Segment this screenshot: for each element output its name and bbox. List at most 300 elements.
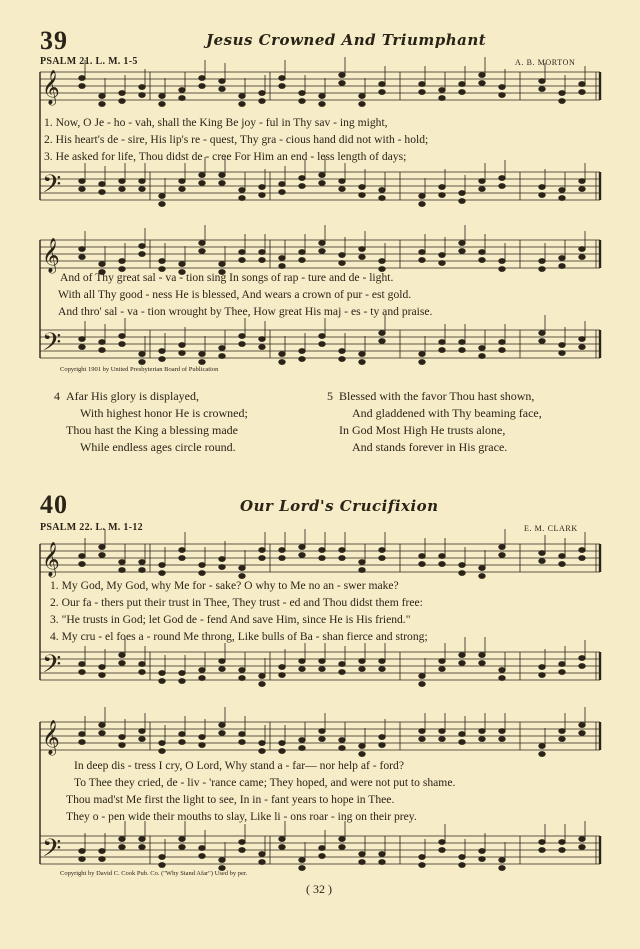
note-head (199, 854, 205, 859)
note-head (139, 187, 145, 192)
note-head (199, 241, 205, 246)
note-head (79, 337, 85, 342)
note-head (479, 187, 485, 192)
hymn-title: Jesus Crowned And Triumphant (206, 31, 487, 49)
note-head (159, 259, 165, 264)
note-head (79, 345, 85, 350)
note-head (279, 548, 285, 553)
note-head (219, 87, 225, 92)
note-head (279, 665, 285, 670)
note-head (319, 737, 325, 742)
note-head (259, 337, 265, 342)
note-head (219, 346, 225, 351)
note-head (559, 99, 565, 104)
verse-line: 3. He asked for life, Thou didst de - cree For Him an end - less length of days; (44, 150, 407, 163)
note-head (479, 179, 485, 184)
note-head (99, 723, 105, 728)
note-head (379, 548, 385, 553)
note-head (339, 261, 345, 266)
note-head (79, 740, 85, 745)
note-head (319, 854, 325, 859)
note-head (339, 253, 345, 258)
composer: E. M. CLARK (524, 524, 578, 533)
note-head (299, 553, 305, 558)
note-head (79, 84, 85, 89)
note-head (419, 90, 425, 95)
note-head (539, 559, 545, 564)
note-head (439, 348, 445, 353)
note-head (559, 196, 565, 201)
note-head (79, 849, 85, 854)
note-head (539, 331, 545, 336)
clef-icon: 𝄞 (42, 542, 60, 577)
composer: A. B. MORTON (515, 58, 576, 67)
note-head (579, 187, 585, 192)
note-head (339, 670, 345, 675)
note-head (359, 247, 365, 252)
note-head (459, 653, 465, 658)
note-head (539, 840, 545, 845)
note-head (339, 548, 345, 553)
note-head (139, 179, 145, 184)
note-head (139, 93, 145, 98)
note-head (499, 259, 505, 264)
note-head (79, 76, 85, 81)
note-head (279, 837, 285, 842)
stanza-number: 4 (54, 389, 60, 403)
note-head (259, 674, 265, 679)
note-head (499, 340, 505, 345)
note-head (319, 659, 325, 664)
note-head (539, 185, 545, 190)
note-head (79, 857, 85, 862)
note-head (379, 743, 385, 748)
note-head (159, 194, 165, 199)
note-head (439, 667, 445, 672)
note-head (479, 346, 485, 351)
note-head (299, 250, 305, 255)
note-head (479, 574, 485, 579)
note-head (139, 360, 145, 365)
note-head (359, 352, 365, 357)
stanza-line: And gladdened with Thy beaming face, (352, 406, 542, 420)
note-head (119, 735, 125, 740)
note-head (319, 173, 325, 178)
note-head (359, 193, 365, 198)
note-head (299, 659, 305, 664)
note-head (179, 548, 185, 553)
note-head (219, 565, 225, 570)
note-head (559, 662, 565, 667)
verse-line: 1. My God, My God, why Me for - sake? O why to Me no an - swer make? (50, 579, 399, 592)
note-head (339, 837, 345, 842)
note-head (179, 679, 185, 684)
note-head (259, 185, 265, 190)
note-head (79, 662, 85, 667)
note-head (219, 659, 225, 664)
note-head (379, 659, 385, 664)
note-head (119, 568, 125, 573)
note-head (339, 73, 345, 78)
note-head (419, 562, 425, 567)
note-head (159, 741, 165, 746)
note-head (499, 729, 505, 734)
note-head (499, 737, 505, 742)
note-head (499, 866, 505, 871)
note-head (199, 84, 205, 89)
note-head (439, 562, 445, 567)
note-head (139, 737, 145, 742)
note-head (199, 563, 205, 568)
note-head (579, 845, 585, 850)
note-head (439, 340, 445, 345)
note-head (379, 852, 385, 857)
clef-icon: 𝄢 (42, 650, 62, 685)
clef-icon: 𝄢 (42, 170, 62, 205)
note-head (159, 202, 165, 207)
note-head (319, 249, 325, 254)
note-head (259, 852, 265, 857)
stanza-line: In God Most High He trusts alone, (339, 423, 506, 437)
note-head (279, 182, 285, 187)
note-head (459, 241, 465, 246)
note-head (219, 667, 225, 672)
note-head (539, 339, 545, 344)
stanza-line: And stands forever in His grace. (352, 440, 508, 454)
note-head (199, 360, 205, 365)
note-head (319, 181, 325, 186)
note-head (319, 102, 325, 107)
note-head (579, 90, 585, 95)
note-head (199, 249, 205, 254)
note-head (499, 668, 505, 673)
note-head (479, 857, 485, 862)
note-head (199, 668, 205, 673)
note-head (199, 743, 205, 748)
note-head (579, 556, 585, 561)
note-head (179, 343, 185, 348)
note-head (459, 340, 465, 345)
note-head (419, 863, 425, 868)
note-head (359, 752, 365, 757)
note-head (139, 568, 145, 573)
note-head (219, 731, 225, 736)
note-head (439, 737, 445, 742)
note-head (239, 94, 245, 99)
note-head (359, 102, 365, 107)
note-head (499, 184, 505, 189)
verse-line: 1. Now, O Je - ho - vah, shall the King Be joy - ful in Thy sav - ing might, (44, 116, 388, 129)
note-head (379, 331, 385, 336)
note-head (439, 185, 445, 190)
note-head (259, 741, 265, 746)
note-head (79, 247, 85, 252)
note-head (499, 545, 505, 550)
note-head (459, 563, 465, 568)
note-head (299, 184, 305, 189)
note-head (159, 749, 165, 754)
note-head (359, 667, 365, 672)
note-head (99, 673, 105, 678)
note-head (419, 360, 425, 365)
note-head (419, 729, 425, 734)
note-head (379, 196, 385, 201)
note-head (239, 250, 245, 255)
note-head (299, 545, 305, 550)
note-head (219, 354, 225, 359)
note-head (379, 90, 385, 95)
clef-icon: 𝄢 (42, 834, 62, 869)
note-head (379, 82, 385, 87)
note-head (299, 866, 305, 871)
note-head (159, 863, 165, 868)
note-head (139, 729, 145, 734)
note-head (339, 179, 345, 184)
note-head (239, 848, 245, 853)
note-head (239, 188, 245, 193)
note-head (419, 674, 425, 679)
note-head (499, 267, 505, 272)
note-head (579, 837, 585, 842)
note-head (339, 662, 345, 667)
note-head (359, 744, 365, 749)
note-head (379, 735, 385, 740)
note-head (99, 190, 105, 195)
note-head (579, 664, 585, 669)
note-head (99, 262, 105, 267)
note-head (259, 193, 265, 198)
note-head (299, 99, 305, 104)
note-head (419, 250, 425, 255)
verse-line: In deep dis - tress I cry, O Lord, Why stand a - far— nor help af - ford? (74, 759, 404, 772)
note-head (99, 857, 105, 862)
note-head (539, 551, 545, 556)
note-head (139, 352, 145, 357)
note-head (419, 194, 425, 199)
note-head (559, 256, 565, 261)
note-head (439, 193, 445, 198)
note-head (99, 102, 105, 107)
hymn-number: 40 (40, 490, 68, 519)
note-head (319, 94, 325, 99)
stanza-line: Thou hast the King a blessing made (66, 423, 238, 437)
psalm-meter: PSALM 22. L. M. 1-12 (40, 522, 143, 533)
note-head (379, 667, 385, 672)
note-head (219, 557, 225, 562)
note-head (479, 849, 485, 854)
note-head (99, 545, 105, 550)
note-head (539, 79, 545, 84)
note-head (559, 562, 565, 567)
note-head (459, 191, 465, 196)
note-head (239, 334, 245, 339)
note-head (479, 250, 485, 255)
note-head (199, 173, 205, 178)
note-head (359, 94, 365, 99)
note-head (159, 357, 165, 362)
verse-line: 2. His heart's de - sire, His lip's re - quest, Thy gra - cious hand did not with - hold; (44, 133, 429, 146)
note-head (259, 682, 265, 687)
note-head (199, 352, 205, 357)
note-head (339, 187, 345, 192)
note-head (439, 96, 445, 101)
note-head (359, 568, 365, 573)
note-head (419, 855, 425, 860)
note-head (239, 732, 245, 737)
note-head (359, 360, 365, 365)
note-head (379, 188, 385, 193)
note-head (119, 179, 125, 184)
verse-line: Thou mad'st Me first the light to see, In in - fant years to hope in Thee. (66, 793, 395, 806)
note-head (279, 256, 285, 261)
note-head (479, 729, 485, 734)
note-head (439, 840, 445, 845)
note-head (459, 82, 465, 87)
stanza-number: 5 (327, 389, 333, 403)
note-head (459, 90, 465, 95)
note-head (479, 81, 485, 86)
note-head (79, 670, 85, 675)
note-head (179, 837, 185, 842)
note-head (119, 837, 125, 842)
note-head (119, 99, 125, 104)
note-head (579, 247, 585, 252)
note-head (339, 746, 345, 751)
note-head (239, 196, 245, 201)
note-head (419, 258, 425, 263)
psalm-meter: PSALM 21. L. M. 1-5 (40, 56, 138, 67)
note-head (499, 858, 505, 863)
copyright: Copyright 1901 by United Presbyterian Board of Publication (60, 366, 219, 373)
note-head (119, 560, 125, 565)
note-head (99, 553, 105, 558)
note-head (319, 334, 325, 339)
note-head (119, 259, 125, 264)
copyright: Copyright by David C. Cook Pub. Co. ("Why Stand Afar") Used by per. (60, 870, 248, 877)
note-head (299, 176, 305, 181)
note-head (579, 345, 585, 350)
note-head (239, 668, 245, 673)
note-head (119, 342, 125, 347)
note-head (159, 671, 165, 676)
note-head (239, 342, 245, 347)
note-head (539, 193, 545, 198)
note-head (119, 187, 125, 192)
note-head (259, 548, 265, 553)
note-head (379, 339, 385, 344)
note-head (199, 676, 205, 681)
note-head (559, 264, 565, 269)
note-head (479, 258, 485, 263)
note-head (279, 845, 285, 850)
note-head (319, 729, 325, 734)
note-head (259, 749, 265, 754)
note-head (279, 556, 285, 561)
note-head (119, 661, 125, 666)
note-head (159, 349, 165, 354)
note-head (259, 345, 265, 350)
note-head (579, 723, 585, 728)
note-head (279, 673, 285, 678)
note-head (539, 848, 545, 853)
note-head (219, 262, 225, 267)
hymn-number: 39 (40, 26, 68, 55)
note-head (579, 548, 585, 553)
note-head (199, 735, 205, 740)
note-head (359, 185, 365, 190)
note-head (99, 849, 105, 854)
note-head (179, 96, 185, 101)
note-head (119, 91, 125, 96)
note-head (459, 348, 465, 353)
note-head (559, 343, 565, 348)
note-head (99, 665, 105, 670)
note-head (479, 566, 485, 571)
note-head (459, 661, 465, 666)
verse-line: 4. My cru - el foes a - round Me throng, Like bulls of Ba - shan fierce and strong; (50, 630, 428, 643)
note-head (539, 673, 545, 678)
note-head (439, 261, 445, 266)
note-head (339, 556, 345, 561)
note-head (379, 259, 385, 264)
note-head (99, 340, 105, 345)
note-head (479, 653, 485, 658)
note-head (199, 181, 205, 186)
note-head (139, 837, 145, 842)
note-head (239, 574, 245, 579)
note-head (459, 855, 465, 860)
hymn-title: Our Lord's Crucifixion (240, 497, 439, 515)
note-head (299, 858, 305, 863)
note-head (499, 85, 505, 90)
note-head (259, 556, 265, 561)
note-head (99, 94, 105, 99)
note-head (239, 258, 245, 263)
note-head (579, 337, 585, 342)
note-head (559, 737, 565, 742)
note-head (339, 738, 345, 743)
note-head (299, 357, 305, 362)
note-head (379, 556, 385, 561)
clef-icon: 𝄞 (42, 70, 60, 105)
note-head (239, 566, 245, 571)
note-head (539, 267, 545, 272)
note-head (99, 182, 105, 187)
clef-icon: 𝄞 (42, 238, 60, 273)
note-head (419, 352, 425, 357)
note-head (339, 349, 345, 354)
note-head (479, 661, 485, 666)
note-head (299, 258, 305, 263)
note-head (419, 554, 425, 559)
note-head (559, 91, 565, 96)
note-head (139, 560, 145, 565)
note-head (219, 79, 225, 84)
stanza-line: With highest honor He is crowned; (80, 406, 248, 420)
note-head (559, 840, 565, 845)
note-head (79, 732, 85, 737)
note-head (159, 102, 165, 107)
note-head (199, 571, 205, 576)
clef-icon: 𝄢 (42, 328, 62, 363)
note-head (199, 846, 205, 851)
note-head (99, 348, 105, 353)
note-head (219, 181, 225, 186)
note-head (559, 729, 565, 734)
note-head (259, 258, 265, 263)
note-head (279, 360, 285, 365)
note-head (279, 741, 285, 746)
